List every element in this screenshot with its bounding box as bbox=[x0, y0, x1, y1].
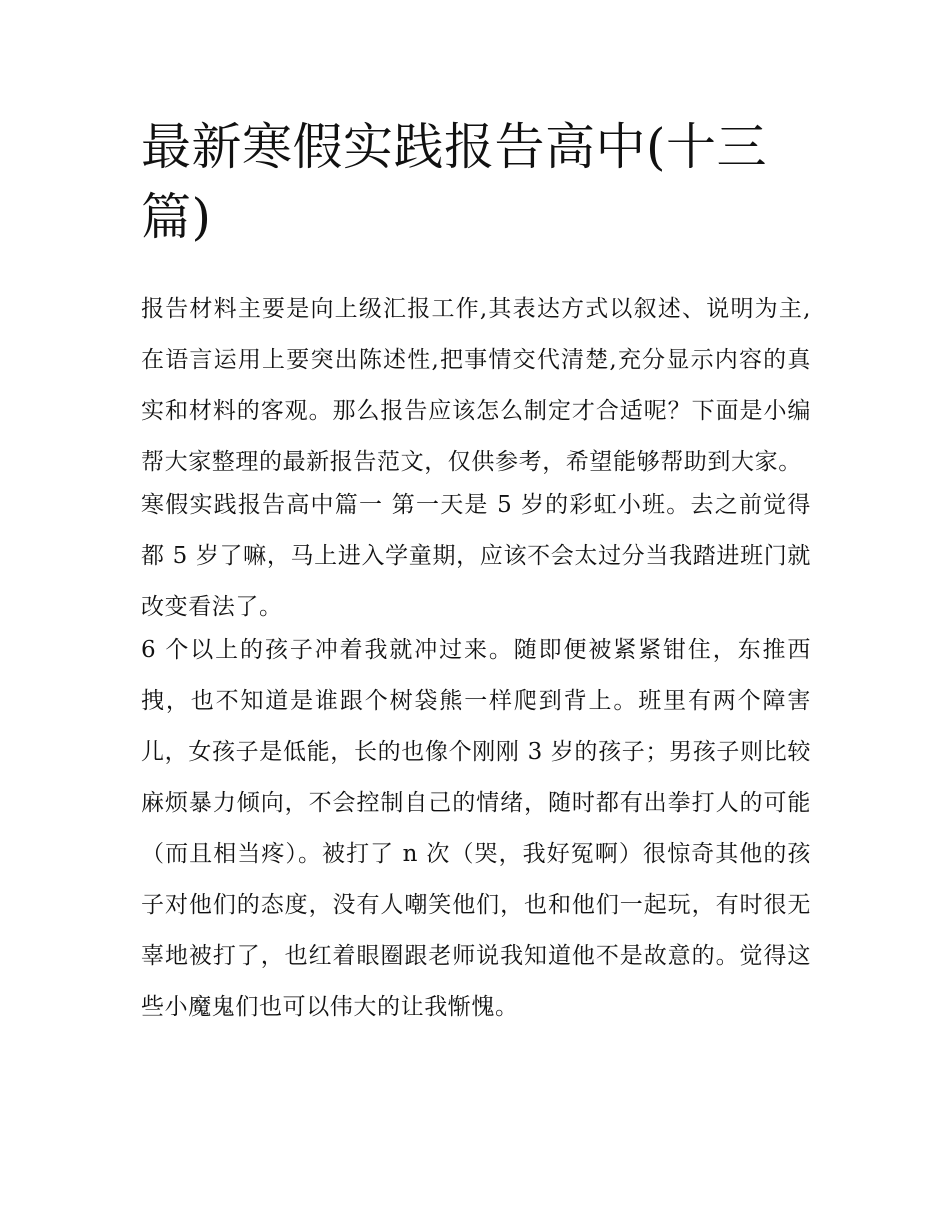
body-paragraph-1: 寒假实践报告高中篇一 第一天是 5 岁的彩虹小班。去之前觉得都 5 岁了嘛，马上进入学童期，应该不会太过分当我踏进班门就改变看法了。 bbox=[141, 492, 811, 620]
document-title: 最新寒假实践报告高中(十三篇) bbox=[141, 118, 768, 246]
document-page bbox=[141, 112, 811, 1033]
intro-paragraph: 报告材料主要是向上级汇报工作,其表达方式以叙述、说明为主,在语言运用上要突出陈述性,把事情交代清楚,充分显示内容的真实和材料的客观。那么报告应该怎么制定才合适呢？下面是小编帮大家整理的最新报告范文，仅供参考，希望能够帮助到大家。 bbox=[141, 296, 811, 475]
body-paragraph-2: 6 个以上的孩子冲着我就冲过来。随即便被紧紧钳住，东推西拽，也不知道是谁跟个树袋熊一样爬到背上。班里有两个障害儿，女孩子是低能，长的也像个刚刚 3 岁的孩子；男孩子则比较麻烦暴力倾向，不会控制自己的情绪，随时都有出拳打人的可能（而且相当疼）。被打了 n 次（哭，我好冤啊）很惊奇其他的孩子对他们的态度，没有人嘲笑他们，也和他们一起玩，有时很无辜地被打了，也红着眼圈跟老师说我知道他不是故意的。觉得这些小魔鬼们也可以伟大的让我惭愧。 bbox=[141, 637, 811, 1020]
